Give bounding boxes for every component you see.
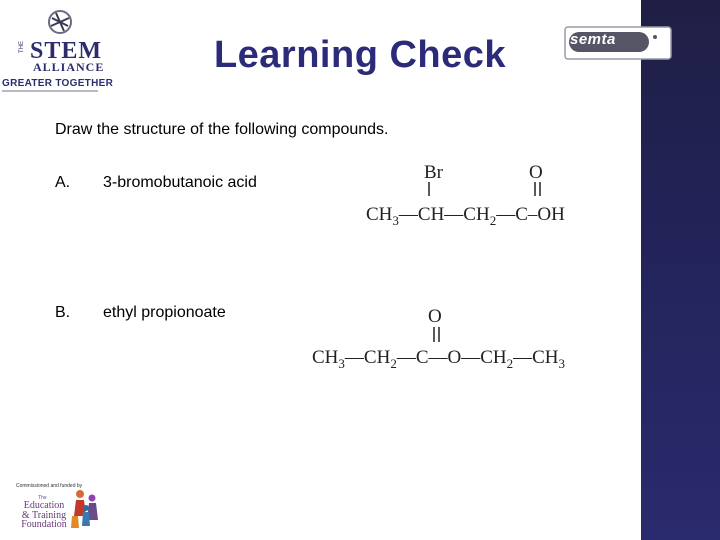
item-b-o: O: [428, 306, 442, 327]
item-b-structure: [310, 300, 610, 372]
semta-text: semta: [570, 31, 616, 48]
instruction-text: Draw the structure of the following compounds.: [55, 121, 389, 138]
etf-line3: Foundation: [21, 519, 67, 530]
stem-the-label: THE: [19, 41, 25, 53]
stem-brand: STEM: [30, 38, 103, 64]
item-a-structure: [364, 158, 594, 230]
item-a-name: 3-bromobutanoic acid: [103, 174, 257, 191]
etf-line2: & Training: [21, 509, 67, 521]
item-b-formula: $CH_3—CH_2—C—O—CH_2—CH_3$: [312, 347, 566, 371]
stem-divider: [2, 90, 98, 92]
item-b-name: ethyl propionoate: [103, 304, 226, 321]
etf-the: The: [38, 495, 47, 501]
stem-sub: ALLIANCE: [33, 60, 105, 74]
right-sidebar: [641, 0, 720, 540]
page-title: Learning Check: [213, 34, 507, 76]
etf-line1: Education: [23, 500, 65, 511]
item-a-br: Br: [424, 162, 443, 183]
item-b-letter: B.: [55, 304, 71, 321]
stem-tagline: GREATER TOGETHER: [2, 78, 114, 89]
etf-name: [18, 501, 70, 530]
item-a-formula: $CH_3—CH—CH_2—C-OH$: [366, 204, 565, 228]
item-a-letter: A.: [55, 174, 71, 191]
etf-top-text: Commissioned and funded by: [16, 483, 83, 489]
item-a-o: O: [529, 162, 543, 183]
